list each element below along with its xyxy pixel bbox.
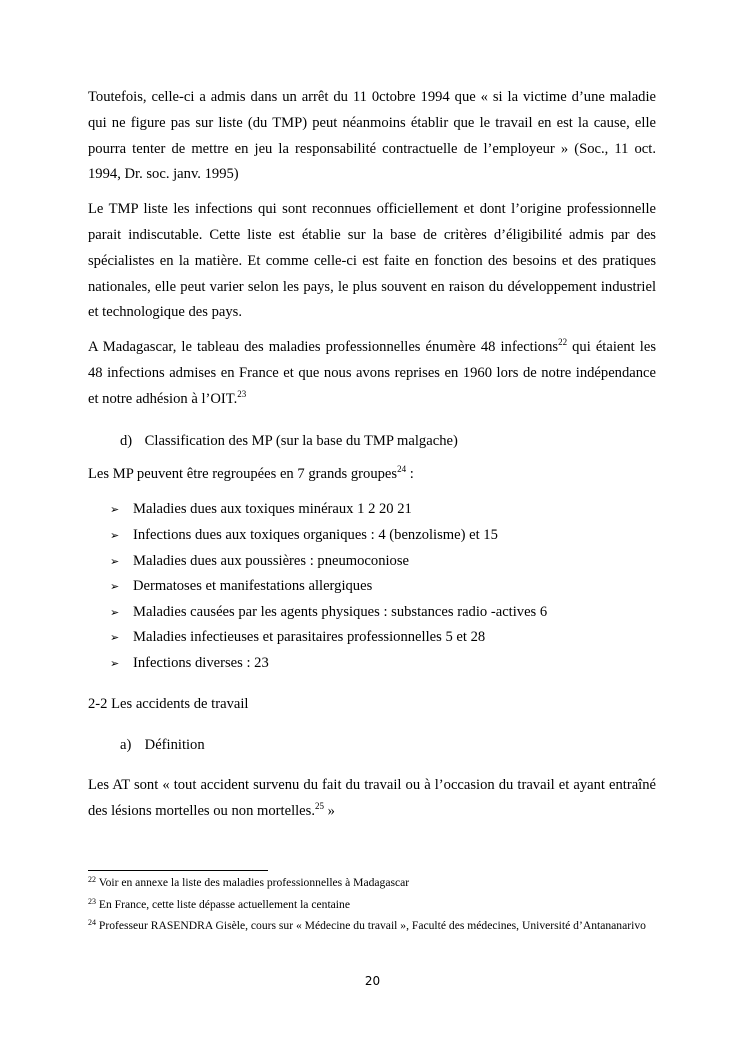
footnote-number: 24 (88, 918, 96, 928)
footnotes (88, 872, 656, 937)
list-item-text: Dermatoses et manifestations allergiques (133, 578, 373, 595)
groups-intro-text: Les MP peuvent être regroupées en 7 grands groupes (88, 465, 398, 482)
footnote-number: 22 (88, 875, 96, 884)
footnote-text: Professeur RASENDRA Gisèle, cours sur « Médecine du travail », Faculté des médecines, Université d’Antananarivo (96, 919, 646, 933)
definition-text: Les AT sont « tout accident survenu du fait du travail ou à l’occasion du travail et ayant entraîné des lésions mortelles ou non mortelles. (88, 777, 656, 820)
definition-suffix: » (323, 803, 335, 820)
list-item-text: Infections diverses : 23 (133, 654, 269, 671)
subsection-title: Définition (144, 737, 205, 754)
arrow-bullet-icon: ➢ (110, 605, 120, 619)
paragraph-madagascar-part2: qui étaient les 48 infections admises en France et que nous avons reprises en 1960 lors de notre indépendance et notre adhésion à l’OIT. (88, 339, 656, 407)
paragraph-jurisprudence: Toutefois, celle-ci a admis dans un arrêt du 11 0ctobre 1994 que « si la victime d’une maladie qui ne figure pas sur liste (du TMP) peut néanmoins établir que le travail en est la cause, elle pourra tenter de mettre en jeu la responsabilité contractuelle de l’employeur » (Soc., 11 oct. 1994, Dr. soc. janv. 1995) (88, 89, 656, 183)
list-item-text: Maladies infectieuses et parasitaires professionnelles 5 et 28 (133, 629, 486, 646)
footnote-ref-23[interactable]: 23 (237, 388, 247, 399)
footnote-ref-25[interactable]: 25 (314, 801, 324, 812)
arrow-bullet-icon: ➢ (110, 503, 120, 517)
arrow-bullet-icon: ➢ (110, 580, 120, 594)
groups-list (88, 497, 656, 676)
footnote-24 (88, 915, 656, 937)
page-number: 20 (364, 974, 381, 988)
footnote-text: En France, cette liste dépasse actuellement la centaine (96, 897, 350, 911)
footnote-number: 23 (88, 896, 96, 906)
list-item-text: Maladies dues aux toxiques minéraux 1 2 20 21 (133, 501, 412, 518)
paragraph-tmp-definition: Le TMP liste les infections qui sont reconnues officiellement et dont l’origine professionnelle parait indiscutable. Cette liste est établie sur la base de critères d’éligibilité admis par des spécialistes en la matière. Et comme celle-ci est faite en fonction des besoins et des pratiques nationales, elle peut varier selon les pays, le plus souvent en raison du développement industriel et technologique des pays. (88, 201, 656, 321)
list-item (110, 549, 656, 575)
page-body (88, 85, 656, 825)
list-item (110, 651, 656, 677)
footnote-text: Voir en annexe la liste des maladies professionnelles à Madagascar (96, 876, 410, 889)
subsection-label: a) (120, 737, 132, 754)
list-item (110, 497, 656, 523)
subsection-heading-classification (88, 428, 656, 454)
footnote-22 (88, 872, 656, 894)
paragraph-at-definition (88, 773, 656, 825)
groups-intro (88, 462, 656, 488)
list-item (110, 523, 656, 549)
subsection-heading-definition (88, 732, 656, 758)
groups-intro-suffix: : (406, 465, 414, 482)
section-title: 2-2 Les accidents de travail (88, 695, 249, 712)
list-item (110, 600, 656, 626)
subsection-label: d) (120, 432, 133, 449)
subsection-title: Classification des MP (sur la base du TMP malgache) (144, 432, 458, 449)
list-item (110, 625, 656, 651)
list-item (110, 574, 656, 600)
arrow-bullet-icon: ➢ (110, 554, 120, 568)
arrow-bullet-icon: ➢ (110, 528, 120, 542)
footnote-23 (88, 894, 656, 916)
arrow-bullet-icon: ➢ (110, 656, 120, 670)
arrow-bullet-icon: ➢ (110, 631, 120, 645)
list-item-text: Maladies causées par les agents physiques : substances radio -actives 6 (133, 603, 548, 620)
list-item-text: Maladies dues aux poussières : pneumoconiose (133, 552, 410, 569)
paragraph-madagascar-part1: A Madagascar, le tableau des maladies professionnelles énumère 48 infections (88, 339, 559, 356)
footnote-ref-22[interactable]: 22 (558, 337, 568, 348)
paragraph-madagascar (88, 335, 656, 412)
footnote-separator (88, 870, 268, 871)
list-item-text: Infections dues aux toxiques organiques : 4 (benzolisme) et 15 (133, 526, 498, 543)
footnote-ref-24[interactable]: 24 (397, 463, 407, 474)
